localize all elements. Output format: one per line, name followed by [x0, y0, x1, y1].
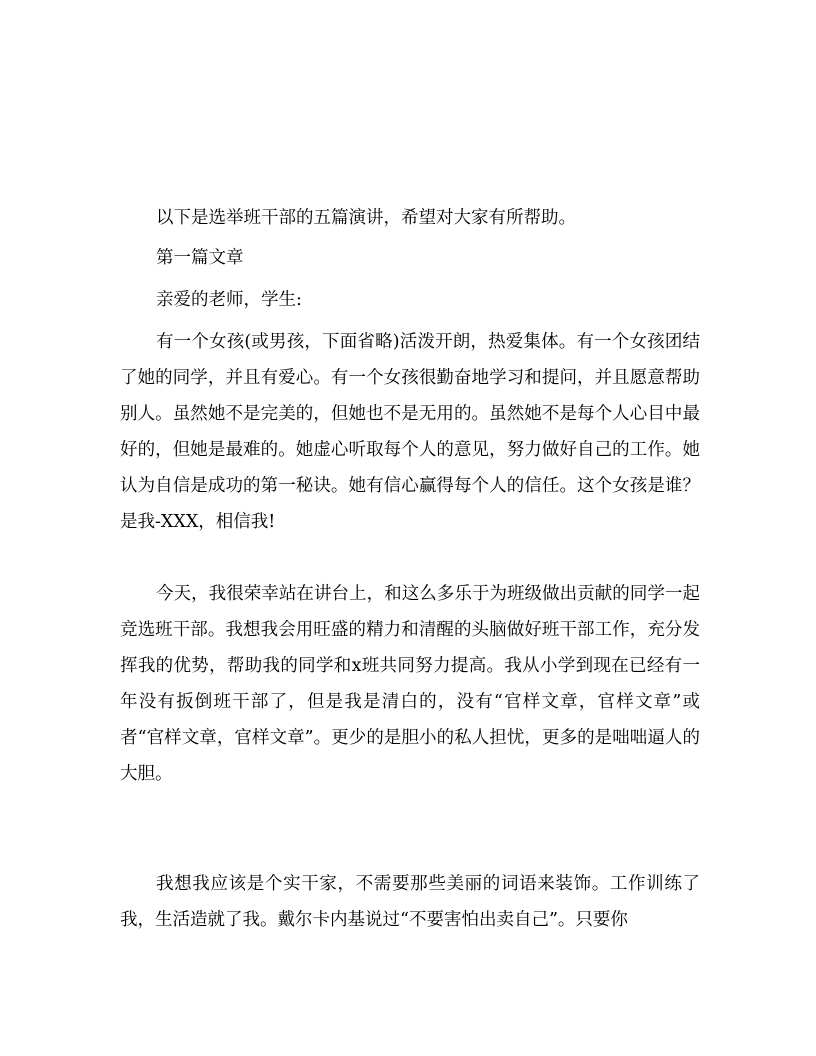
body-paragraph-3: 我想我应该是个实干家，不需要那些美丽的词语来装饰。工作训练了我，生活造就了我。戴尔卡内基说过“不要害怕出卖自己”。只要你 [120, 874, 700, 930]
intro-paragraph: 以下是选举班干部的五篇演讲，希望对大家有所帮助。 [156, 208, 576, 228]
body-paragraph-2: 今天，我很荣幸站在讲台上，和这么多乐于为班级做出贡献的同学一起竞选班干部。我想我会用旺盛的精力和清醒的头脑做好班干部工作，充分发挥我的优势，帮助我的同学和x班共同努力提高。我从小学到现在已经有一年没有扳倒班干部了，但是我是清白的，没有“官样文章，官样文章”或者“官样文章，官样文章”。更少的是胆小的私人担忧，更多的是咄咄逼人的大胆。 [120, 584, 700, 784]
body-paragraph-1: 有一个女孩(或男孩，下面省略)活泼开朗，热爱集体。有一个女孩团结了她的同学，并且有爱心。有一个女孩很勤奋地学习和提问，并且愿意帮助别人。虽然她不是完美的，但她也不是无用的。虽然她不是每个人心目中最好的，但她是最难的。她虚心听取每个人的意见，努力做好自己的工作。她认为自信是成功的第一秘诀。她有信心赢得每个人的信任。这个女孩是谁？是我-XXX，相信我! [120, 332, 700, 532]
section-heading: 第一篇文章 [156, 248, 244, 268]
salutation: 亲爱的老师，学生: [156, 290, 302, 310]
